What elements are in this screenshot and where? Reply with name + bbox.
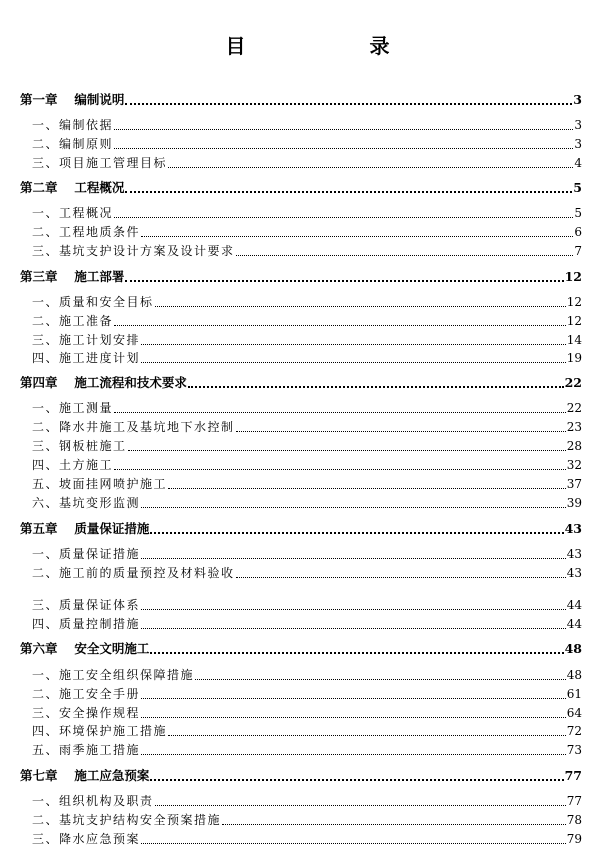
item-label: 二、基坑支护结构安全预案措施 (32, 813, 222, 827)
dot-leader (168, 487, 566, 489)
toc-chapter-2[interactable] (20, 179, 582, 197)
dot-leader (141, 235, 573, 237)
toc-item[interactable] (20, 204, 582, 222)
item-label: 四、质量控制措施 (32, 617, 141, 631)
dot-leader (188, 385, 564, 388)
item-label: 一、质量保证措施 (32, 547, 141, 561)
toc-item[interactable] (20, 154, 582, 172)
toc-item[interactable] (20, 116, 582, 134)
item-label: 二、施工前的质量预控及材料验收 (32, 566, 235, 580)
dot-leader (195, 678, 566, 680)
dot-leader (168, 166, 573, 168)
toc-item[interactable] (20, 615, 582, 633)
page-number: 5 (574, 206, 582, 220)
item-label: 三、项目施工管理目标 (32, 156, 168, 170)
toc-item[interactable] (20, 596, 582, 614)
item-label: 五、雨季施工措施 (32, 743, 141, 757)
page-number: 72 (566, 724, 582, 738)
dot-leader (141, 716, 566, 718)
dot-leader (141, 361, 566, 363)
page-number: 14 (566, 333, 582, 347)
page-number: 23 (566, 420, 582, 434)
chapter-label: 第二章 工程概况 (20, 180, 125, 195)
dot-leader (236, 254, 573, 256)
dot-leader (141, 343, 566, 345)
item-label: 三、降水应急预案 (32, 832, 141, 846)
dot-leader (114, 468, 566, 470)
page-number: 77 (566, 794, 582, 808)
toc-item[interactable] (20, 722, 582, 740)
item-label: 二、降水井施工及基坑地下水控制 (32, 420, 235, 434)
page-number: 5 (573, 180, 582, 195)
page-number: 73 (566, 743, 582, 757)
toc-item[interactable] (20, 437, 582, 455)
page-number: 3 (574, 118, 582, 132)
chapter-label: 第五章 质量保证措施 (20, 521, 150, 536)
toc-chapter-7[interactable] (20, 767, 582, 785)
page-number: 7 (574, 244, 582, 258)
dot-leader (114, 147, 573, 149)
item-label: 五、坡面挂网喷护施工 (32, 477, 168, 491)
toc-item[interactable] (20, 564, 582, 582)
page-number: 64 (566, 706, 582, 720)
dot-leader (150, 778, 563, 781)
dot-leader (114, 324, 566, 326)
item-label: 一、施工安全组织保障措施 (32, 668, 195, 682)
item-label: 二、工程地质条件 (32, 225, 141, 239)
page-number: 37 (566, 477, 582, 491)
dot-leader (141, 608, 566, 610)
page-number: 79 (566, 832, 582, 846)
page-number: 44 (566, 598, 582, 612)
page-number: 4 (574, 156, 582, 170)
toc-item[interactable] (20, 456, 582, 474)
chapter-label: 第七章 施工应急预案 (20, 768, 150, 783)
page-number: 22 (564, 375, 582, 390)
dot-leader (141, 627, 566, 629)
dot-leader (114, 216, 573, 218)
toc-item[interactable] (20, 475, 582, 493)
dot-leader (150, 531, 563, 534)
item-label: 一、工程概况 (32, 206, 114, 220)
page-number: 6 (574, 225, 582, 239)
dot-leader (168, 734, 566, 736)
toc-item[interactable] (20, 223, 582, 241)
page-number: 12 (566, 295, 582, 309)
item-label: 一、施工测量 (32, 401, 114, 415)
item-label: 一、编制依据 (32, 118, 114, 132)
page-number: 77 (564, 768, 582, 783)
dot-leader (125, 102, 572, 105)
item-label: 二、施工安全手册 (32, 687, 141, 701)
toc-item[interactable] (20, 741, 582, 759)
item-label: 三、安全操作规程 (32, 706, 141, 720)
page-number: 48 (566, 668, 582, 682)
chapter-label: 第一章 编制说明 (20, 92, 125, 107)
page-number: 48 (564, 641, 582, 656)
toc-chapter-4[interactable] (20, 374, 582, 392)
item-label: 六、基坑变形监测 (32, 496, 141, 510)
dot-leader (236, 430, 566, 432)
page-number: 3 (574, 137, 582, 151)
toc-item[interactable] (20, 792, 582, 810)
dot-leader (114, 411, 566, 413)
toc-chapter-3[interactable] (20, 268, 582, 286)
toc-item[interactable] (20, 704, 582, 722)
page-number: 43 (566, 566, 582, 580)
toc-item[interactable] (20, 331, 582, 349)
page-number: 78 (566, 813, 582, 827)
page-title: 目 录 (225, 34, 418, 58)
item-label: 四、施工进度计划 (32, 351, 141, 365)
toc-item[interactable] (20, 830, 582, 848)
dot-leader (141, 697, 566, 699)
dot-leader (222, 823, 566, 825)
dot-leader (155, 804, 566, 806)
toc-item[interactable] (20, 811, 582, 829)
toc-item[interactable] (20, 399, 582, 417)
page-number: 61 (566, 687, 582, 701)
item-label: 一、质量和安全目标 (32, 295, 154, 309)
dot-leader (125, 190, 572, 193)
dot-leader (141, 506, 566, 508)
chapter-label: 第六章 安全文明施工 (20, 641, 150, 656)
toc-item[interactable] (20, 494, 582, 512)
toc-item[interactable] (20, 545, 582, 563)
dot-leader (141, 753, 566, 755)
toc-item[interactable] (20, 312, 582, 330)
page-number: 12 (566, 314, 582, 328)
toc-chapter-1[interactable] (20, 91, 582, 109)
item-label: 三、基坑支护设计方案及设计要求 (32, 244, 235, 258)
page-number: 3 (573, 92, 582, 107)
page-number: 22 (566, 401, 582, 415)
item-label: 三、钢板桩施工 (32, 439, 127, 453)
toc-item[interactable] (20, 685, 582, 703)
item-label: 三、质量保证体系 (32, 598, 141, 612)
toc-item[interactable] (20, 293, 582, 311)
page-number: 39 (566, 496, 582, 510)
dot-leader (150, 651, 563, 654)
toc-chapter-6[interactable] (20, 640, 582, 658)
item-label: 一、组织机构及职责 (32, 794, 154, 808)
chapter-label: 第三章 施工部署 (20, 269, 125, 284)
toc-item[interactable] (20, 242, 582, 260)
dot-leader (141, 842, 566, 844)
page-number: 43 (564, 521, 582, 536)
page-number: 28 (566, 439, 582, 453)
chapter-label: 第四章 施工流程和技术要求 (20, 375, 187, 390)
item-label: 三、施工计划安排 (32, 333, 141, 347)
toc-item[interactable] (20, 135, 582, 153)
toc-item[interactable] (20, 418, 582, 436)
item-label: 四、土方施工 (32, 458, 114, 472)
toc-chapter-5[interactable] (20, 520, 582, 538)
item-label: 四、环境保护施工措施 (32, 724, 168, 738)
dot-leader (155, 305, 566, 307)
page-number: 32 (566, 458, 582, 472)
dot-leader (125, 279, 563, 282)
toc-item[interactable] (20, 349, 582, 367)
dot-leader (114, 128, 573, 130)
dot-leader (141, 557, 566, 559)
item-label: 二、施工准备 (32, 314, 114, 328)
dot-leader (236, 576, 566, 578)
dot-leader (128, 449, 566, 451)
page-number: 12 (564, 269, 582, 284)
item-label: 二、编制原则 (32, 137, 114, 151)
toc-item[interactable] (20, 666, 582, 684)
page-number: 19 (566, 351, 582, 365)
page-number: 44 (566, 617, 582, 631)
page-number: 43 (566, 547, 582, 561)
